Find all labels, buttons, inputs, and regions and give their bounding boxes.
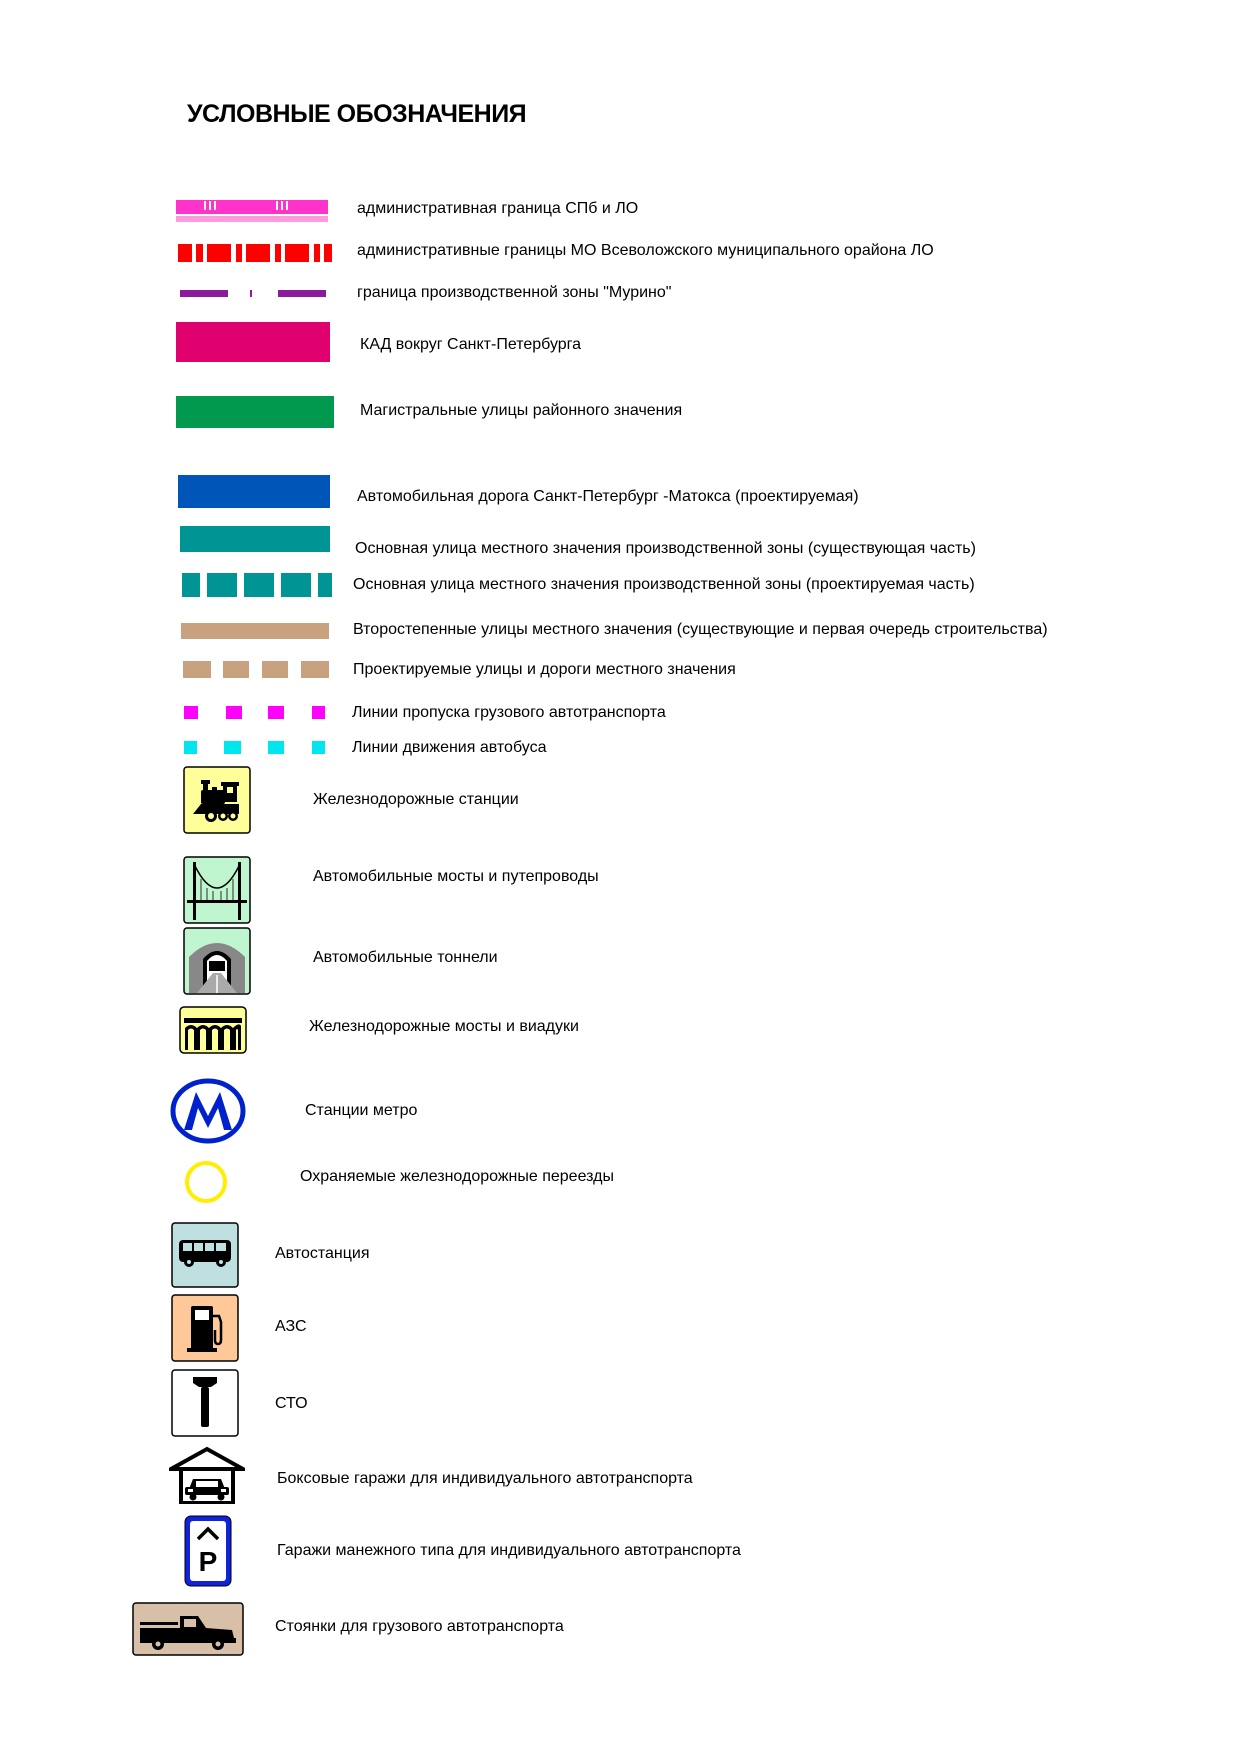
- production-zone-border-symbol: [180, 289, 326, 299]
- legend-label-admin-border-mo: административные границы МО Всеволожского муниципального орайона ЛО: [357, 242, 934, 259]
- legend-label-parking-garages: Гаражи манежного типа для индивидуального автотранспорта: [277, 1542, 741, 1559]
- garage-icon: [169, 1445, 245, 1505]
- viaduct-icon: [179, 1006, 247, 1054]
- legend-label-guarded-crossing: Охраняемые железнодорожные переезды: [300, 1168, 614, 1185]
- legend-label-railway-station: Железнодорожные станции: [313, 791, 519, 808]
- projected-local-street-symbol: [183, 661, 329, 678]
- parking-letter: P: [198, 1546, 218, 1577]
- parking-garage-icon: [184, 1515, 232, 1587]
- legend-label-admin-border-spb-lo: административная граница СПб и ЛО: [357, 200, 639, 217]
- legend-label-bus-line: Линии движения автобуса: [352, 739, 547, 756]
- wrench-icon: [171, 1369, 239, 1437]
- district-main-street-symbol: [176, 396, 334, 428]
- legend-label-projected-local-street: Проектируемые улицы и дороги местного значения: [353, 661, 736, 678]
- legend-label-metro: Станции метро: [305, 1102, 418, 1119]
- spb-matoksa-road-symbol: [178, 475, 330, 508]
- bus-line-symbol: [184, 741, 330, 754]
- legend-label-local-main-street-projected: Основная улица местного значения производственной зоны (проектируемая часть): [353, 576, 975, 593]
- legend-label-road-bridges: Автомобильные мосты и путепроводы: [313, 868, 599, 885]
- yellow-circle-icon: [184, 1160, 228, 1204]
- metro-logo-icon: [170, 1078, 246, 1144]
- legend-label-local-main-street-existing: Основная улица местного значения производственной зоны (существующая часть): [355, 540, 976, 557]
- admin-border-mo-symbol: [178, 244, 332, 262]
- legend-label-service-station: СТО: [275, 1395, 308, 1412]
- page-title: УСЛОВНЫЕ ОБОЗНАЧЕНИЯ: [187, 100, 527, 128]
- legend-label-truck-pass-line: Линии пропуска грузового автотранспорта: [352, 704, 666, 721]
- legend-label-rail-bridges: Железнодорожные мосты и виадуки: [309, 1018, 579, 1035]
- legend-label-production-zone-border: граница производственной зоны "Мурино": [357, 284, 672, 301]
- legend-label-spb-matoksa-road: Автомобильная дорога Санкт-Петербург -Матокса (проектируемая): [357, 488, 859, 505]
- tunnel-icon: [183, 927, 251, 995]
- fuel-pump-icon: [171, 1294, 239, 1362]
- legend-label-road-tunnels: Автомобильные тоннели: [313, 949, 498, 966]
- secondary-street-symbol: [181, 623, 329, 639]
- pickup-truck-icon: [132, 1602, 244, 1656]
- steam-locomotive-icon: [183, 766, 251, 834]
- local-main-street-existing-symbol: [180, 526, 330, 552]
- local-main-street-projected-symbol: [182, 573, 332, 597]
- legend-label-truck-parking: Стоянки для грузового автотранспорта: [275, 1618, 564, 1635]
- legend-label-fuel-station: АЗС: [275, 1318, 307, 1335]
- legend-label-secondary-street: Второстепенные улицы местного значения (существующие и первая очередь строительства): [353, 621, 1048, 638]
- bus-icon: [171, 1222, 239, 1288]
- suspension-bridge-icon: [183, 856, 251, 924]
- admin-border-spb-lo-symbol: [176, 200, 328, 230]
- legend-label-district-main-street: Магистральные улицы районного значения: [360, 402, 683, 419]
- legend-label-kad: КАД вокруг Санкт-Петербурга: [360, 336, 582, 353]
- legend-label-box-garages: Боксовые гаражи для индивидуального автотранспорта: [277, 1470, 693, 1487]
- legend-label-bus-station: Автостанция: [275, 1245, 370, 1262]
- truck-pass-line-symbol: [184, 706, 330, 719]
- kad-ring-road-symbol: [176, 322, 330, 362]
